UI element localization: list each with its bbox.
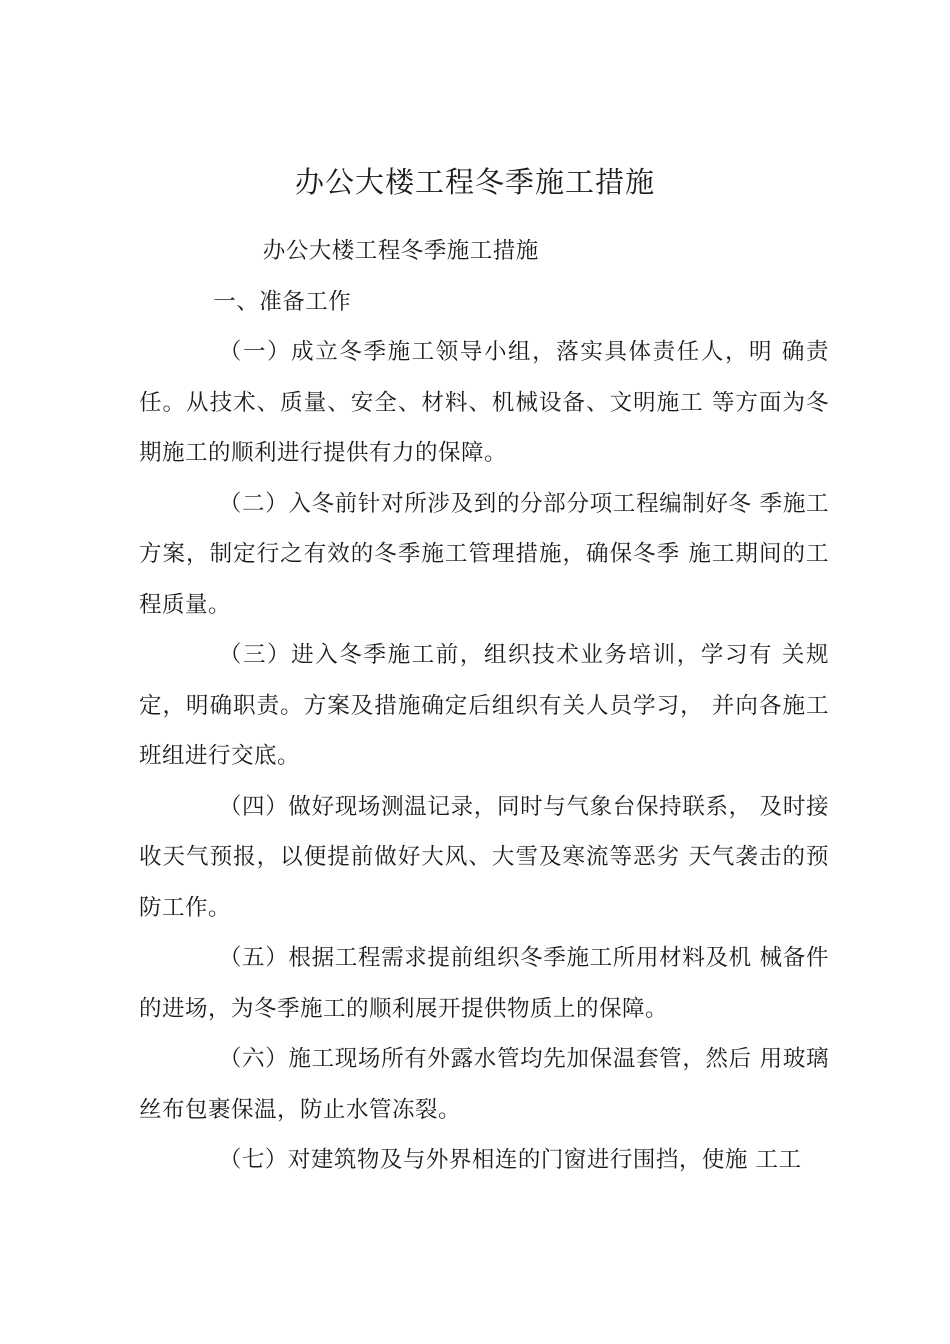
paragraph-6: （六）施工现场所有外露水管均先加保温套管，然后 用玻璃丝布包裹保温，防止水管冻裂。 (139, 1046, 829, 1123)
paragraph-4: （四）做好现场测温记录，同时与气象台保持联系， 及时接收天气预报，以便提前做好大风、大雪及寒流等恶劣 天气袭击的预防工作。 (139, 793, 829, 921)
paragraph-7: （七）对建筑物及与外界相连的门窗进行围挡，使施 工工 (218, 1147, 802, 1173)
document-subtitle: 办公大楼工程冬季施工措施 (262, 238, 539, 264)
document-title: 办公大楼工程冬季施工措施 (294, 165, 655, 199)
document-body (139, 226, 829, 1186)
section-heading-preparation: 一、准备工作 (213, 288, 352, 315)
paragraph-2: （二）入冬前针对所涉及到的分部分项工程编制好冬 季施工方案，制定行之有效的冬季施工管理措施，确保冬季 施工期间的工程质量。 (139, 490, 829, 618)
paragraph-1: （一）成立冬季施工领导小组，落实具体责任人，明 确责任。从技术、质量、安全、材料、机械设备、文明施工 等方面为冬期施工的顺利进行提供有力的保障。 (139, 339, 829, 466)
paragraph-3: （三）进入冬季施工前，组织技术业务培训，学习有 关规定，明确职责。方案及措施确定后组织有关人员学习， 并向各施工班组进行交底。 (139, 642, 829, 769)
paragraph-5: （五）根据工程需求提前组织冬季施工所用材料及机 械备件的进场，为冬季施工的顺利展开提供物质上的保障。 (139, 945, 829, 1022)
